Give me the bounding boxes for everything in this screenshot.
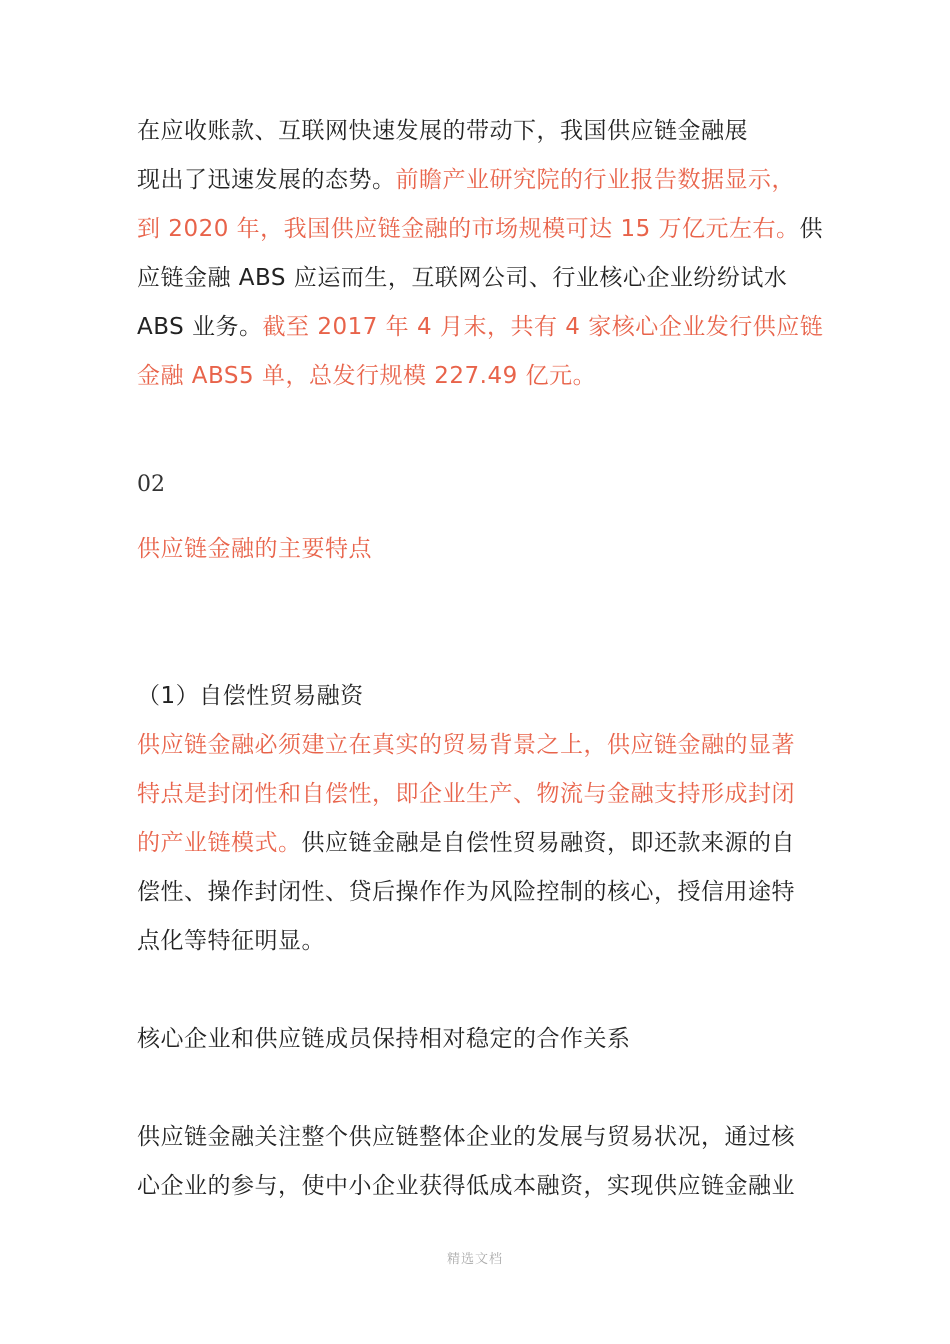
point1-line1-highlight: 供应链金融必须建立在真实的贸易背景之上，供应链金融的显著 [137, 732, 795, 758]
section-title [137, 534, 372, 564]
page-footer: 精选文档 [446, 1252, 503, 1267]
paragraph1-line1 [137, 116, 748, 146]
paragraph1-line3 [137, 214, 823, 244]
paragraph2-line2 [137, 1171, 795, 1201]
point1-line5-text: 点化等特征明显。 [137, 928, 325, 954]
point1-line3 [137, 828, 795, 858]
paragraph1-line4-text: 应链金融 ABS 应运而生，互联网公司、行业核心企业纷纷试水 [137, 265, 788, 291]
paragraph1-line5-text: ABS 业务。 [137, 314, 263, 340]
point1-line2-highlight: 特点是封闭性和自偿性，即企业生产、物流与金融支持形成封闭 [137, 781, 795, 807]
paragraph1-line5-highlight: 截至 2017 年 4 月末，共有 4 家核心企业发行供应链 [262, 314, 824, 340]
point1-line4-text: 偿性、操作封闭性、贷后操作作为风险控制的核心，授信用途特 [137, 879, 795, 905]
section-title-text: 供应链金融的主要特点 [137, 536, 372, 562]
point2-heading-text: 核心企业和供应链成员保持相对稳定的合作关系 [137, 1026, 631, 1052]
paragraph2-line2-text: 心企业的参与，使中小企业获得低成本融资，实现供应链金融业 [137, 1173, 795, 1199]
paragraph1-line2-text: 现出了迅速发展的态势。 [137, 167, 396, 193]
point1-line5 [137, 926, 325, 956]
point1-line1 [137, 730, 795, 760]
point2-heading [137, 1024, 631, 1054]
paragraph1-line3-highlight: 到 2020 年，我国供应链金融的市场规模可达 15 万亿元左右。 [137, 216, 800, 242]
point1-line3-highlight: 的产业链模式。 [137, 830, 302, 856]
paragraph1-line4 [137, 263, 787, 293]
paragraph2-line1-text: 供应链金融关注整个供应链整体企业的发展与贸易状况，通过核 [137, 1124, 795, 1150]
paragraph1-line2 [137, 165, 795, 195]
paragraph1-line3-text: 供 [799, 216, 824, 242]
paragraph1-line6 [137, 361, 596, 391]
paragraph2-line1 [137, 1122, 795, 1152]
point1-heading-text: （1）自偿性贸易融资 [137, 683, 364, 709]
paragraph1-line2-highlight: 前瞻产业研究院的行业报告数据显示， [395, 167, 795, 193]
point1-line2 [137, 779, 795, 809]
paragraph1-line6-highlight: 金融 ABS5 单，总发行规模 227.49 亿元。 [137, 363, 597, 389]
paragraph1-line5 [137, 312, 823, 342]
point1-line4 [137, 877, 795, 907]
paragraph1-line1-text: 在应收账款、互联网快速发展的带动下，我国供应链金融展 [137, 118, 748, 144]
section-number: 02 [137, 472, 165, 497]
point1-heading [137, 681, 364, 711]
point1-line3-text: 供应链金融是自偿性贸易融资，即还款来源的自 [301, 830, 795, 856]
